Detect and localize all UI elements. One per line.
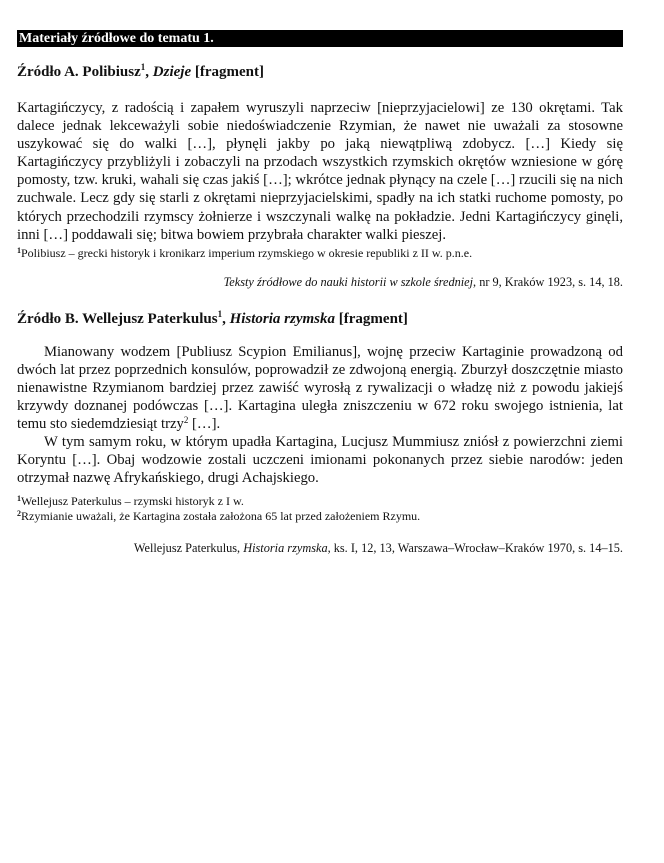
source-a-citation-details: , nr 9, Kraków 1923, s. 14, 18. xyxy=(473,274,623,289)
source-a-work-title: Dzieje xyxy=(152,64,192,80)
source-a-citation-title: Teksty źródłowe do nauki historii w szkole średniej xyxy=(223,274,474,289)
source-b-citation xyxy=(17,541,623,556)
source-b-footnote-1-text: Wellejusz Paterkulus – rzymski historyk z I w. xyxy=(21,493,244,508)
source-b-footnote-2-text: Rzymianie uważali, że Kartagina została założona 65 lat przed założeniem Rzymu. xyxy=(21,508,421,523)
source-b-title-separator: , xyxy=(222,310,230,327)
source-b-paragraph-1-footnote-marker: 2 xyxy=(183,415,189,426)
source-b-footnote-1-number: 1 xyxy=(17,493,21,503)
source-a-title xyxy=(17,63,623,81)
source-a-text: Kartagińczycy, z radością i zapałem wyruszyli naprzeciw [nieprzyjacielowi] ze 130 okrętami. Tak dalece jednak lekceważyli sobie niedoświadczenie Rzymian, że nawet nie uważali za stosowne uszykować się do walki […], płynęli jakby po jaką niewątpliwą zdobycz. […] Kiedy się Kartagińczycy przybliżyli i zobaczyli na przodach wszystkich rzymskich okrętów wzniesione w górę pomosty, tzw. kruki, wahali się czas jakiś […]; wkrótce jednak płynący na czele […] rzucili się na nich zuchwale. Lecz gdy się starli z okrętami nieprzyjacielskimi, spadły na ich statki ruchome pomosty, po których przechodzili rzymscy żołnierze i wszczynali walkę na pokładzie. Jedni Kartagińczycy ginęli, inni […] poddawali się; bitwa bowiem przybrała charakter walki pieszej. xyxy=(17,100,623,243)
source-a-footnote-text: Polibiusz – grecki historyk i kronikarz imperium rzymskiego w okresie republiki z II w. p.n.e. xyxy=(21,245,473,260)
source-b-title-suffix: [fragment] xyxy=(335,310,408,327)
source-a-title-prefix: Źródło A. Polibiusz xyxy=(17,64,141,80)
source-b-citation-details: ks. I, 12, 13, Warszawa–Wrocław–Kraków 1970, s. 14–15. xyxy=(330,540,623,555)
source-b-text xyxy=(17,343,623,488)
source-b-footnote-1 xyxy=(17,494,623,509)
source-b-title-prefix: Źródło B. Wellejusz Paterkulus xyxy=(17,310,218,327)
source-b-footnote-2 xyxy=(17,509,623,524)
source-b-citation-author: Wellejusz Paterkulus, xyxy=(133,540,244,555)
source-b-work-title: Historia rzymska xyxy=(229,310,336,327)
section-header-bar: Materiały źródłowe do tematu 1. xyxy=(17,30,623,47)
source-b-paragraph-2: W tym samym roku, w którym upadła Kartagina, Lucjusz Mummiusz zniósł z powierzchni ziemi Koryntu […]. Obaj wodzowie zostali uczczeni imionami pokonanych przez siebie narodów: jeden otrzymał nazwę Afrykańskiego, drugi Achajskiego. xyxy=(17,434,623,487)
source-a-title-separator: , xyxy=(145,64,153,80)
source-b-title xyxy=(17,310,623,328)
source-a-footnote-number: 1 xyxy=(17,245,21,255)
source-a-footnote-marker: 1 xyxy=(140,62,146,72)
source-a-footnote xyxy=(17,246,623,261)
source-b-paragraph-1-end: […]. xyxy=(188,416,221,433)
source-b-footnote-marker: 1 xyxy=(217,308,223,319)
source-b-paragraph-1-main: Mianowany wodzem [Publiusz Scypion Emilianus], wojnę przeciw Kartaginie prowadzoną od dwóch lat przez poprzednich konsulów, poprowadził ze zdwojoną energią. Zburzył doszczętnie miasto nienawistne Rzymianom bardziej przez zawiść wyrosłą z rywalizacji o władzę niż z powodu jakiejś krzywdy doznanej podówczas […]. Kartagina uległa zniszczeniu w 672 roku swojego istnienia, lat temu sto siedemdziesiąt trzy xyxy=(17,343,623,433)
source-b-paragraph-1 xyxy=(17,343,623,433)
source-b-citation-title: Historia rzymska, xyxy=(243,540,331,555)
source-a-citation xyxy=(17,275,623,290)
source-b-footnote-2-number: 2 xyxy=(17,508,21,518)
source-a-title-suffix: [fragment] xyxy=(191,64,264,80)
source-materials-page xyxy=(17,30,623,556)
